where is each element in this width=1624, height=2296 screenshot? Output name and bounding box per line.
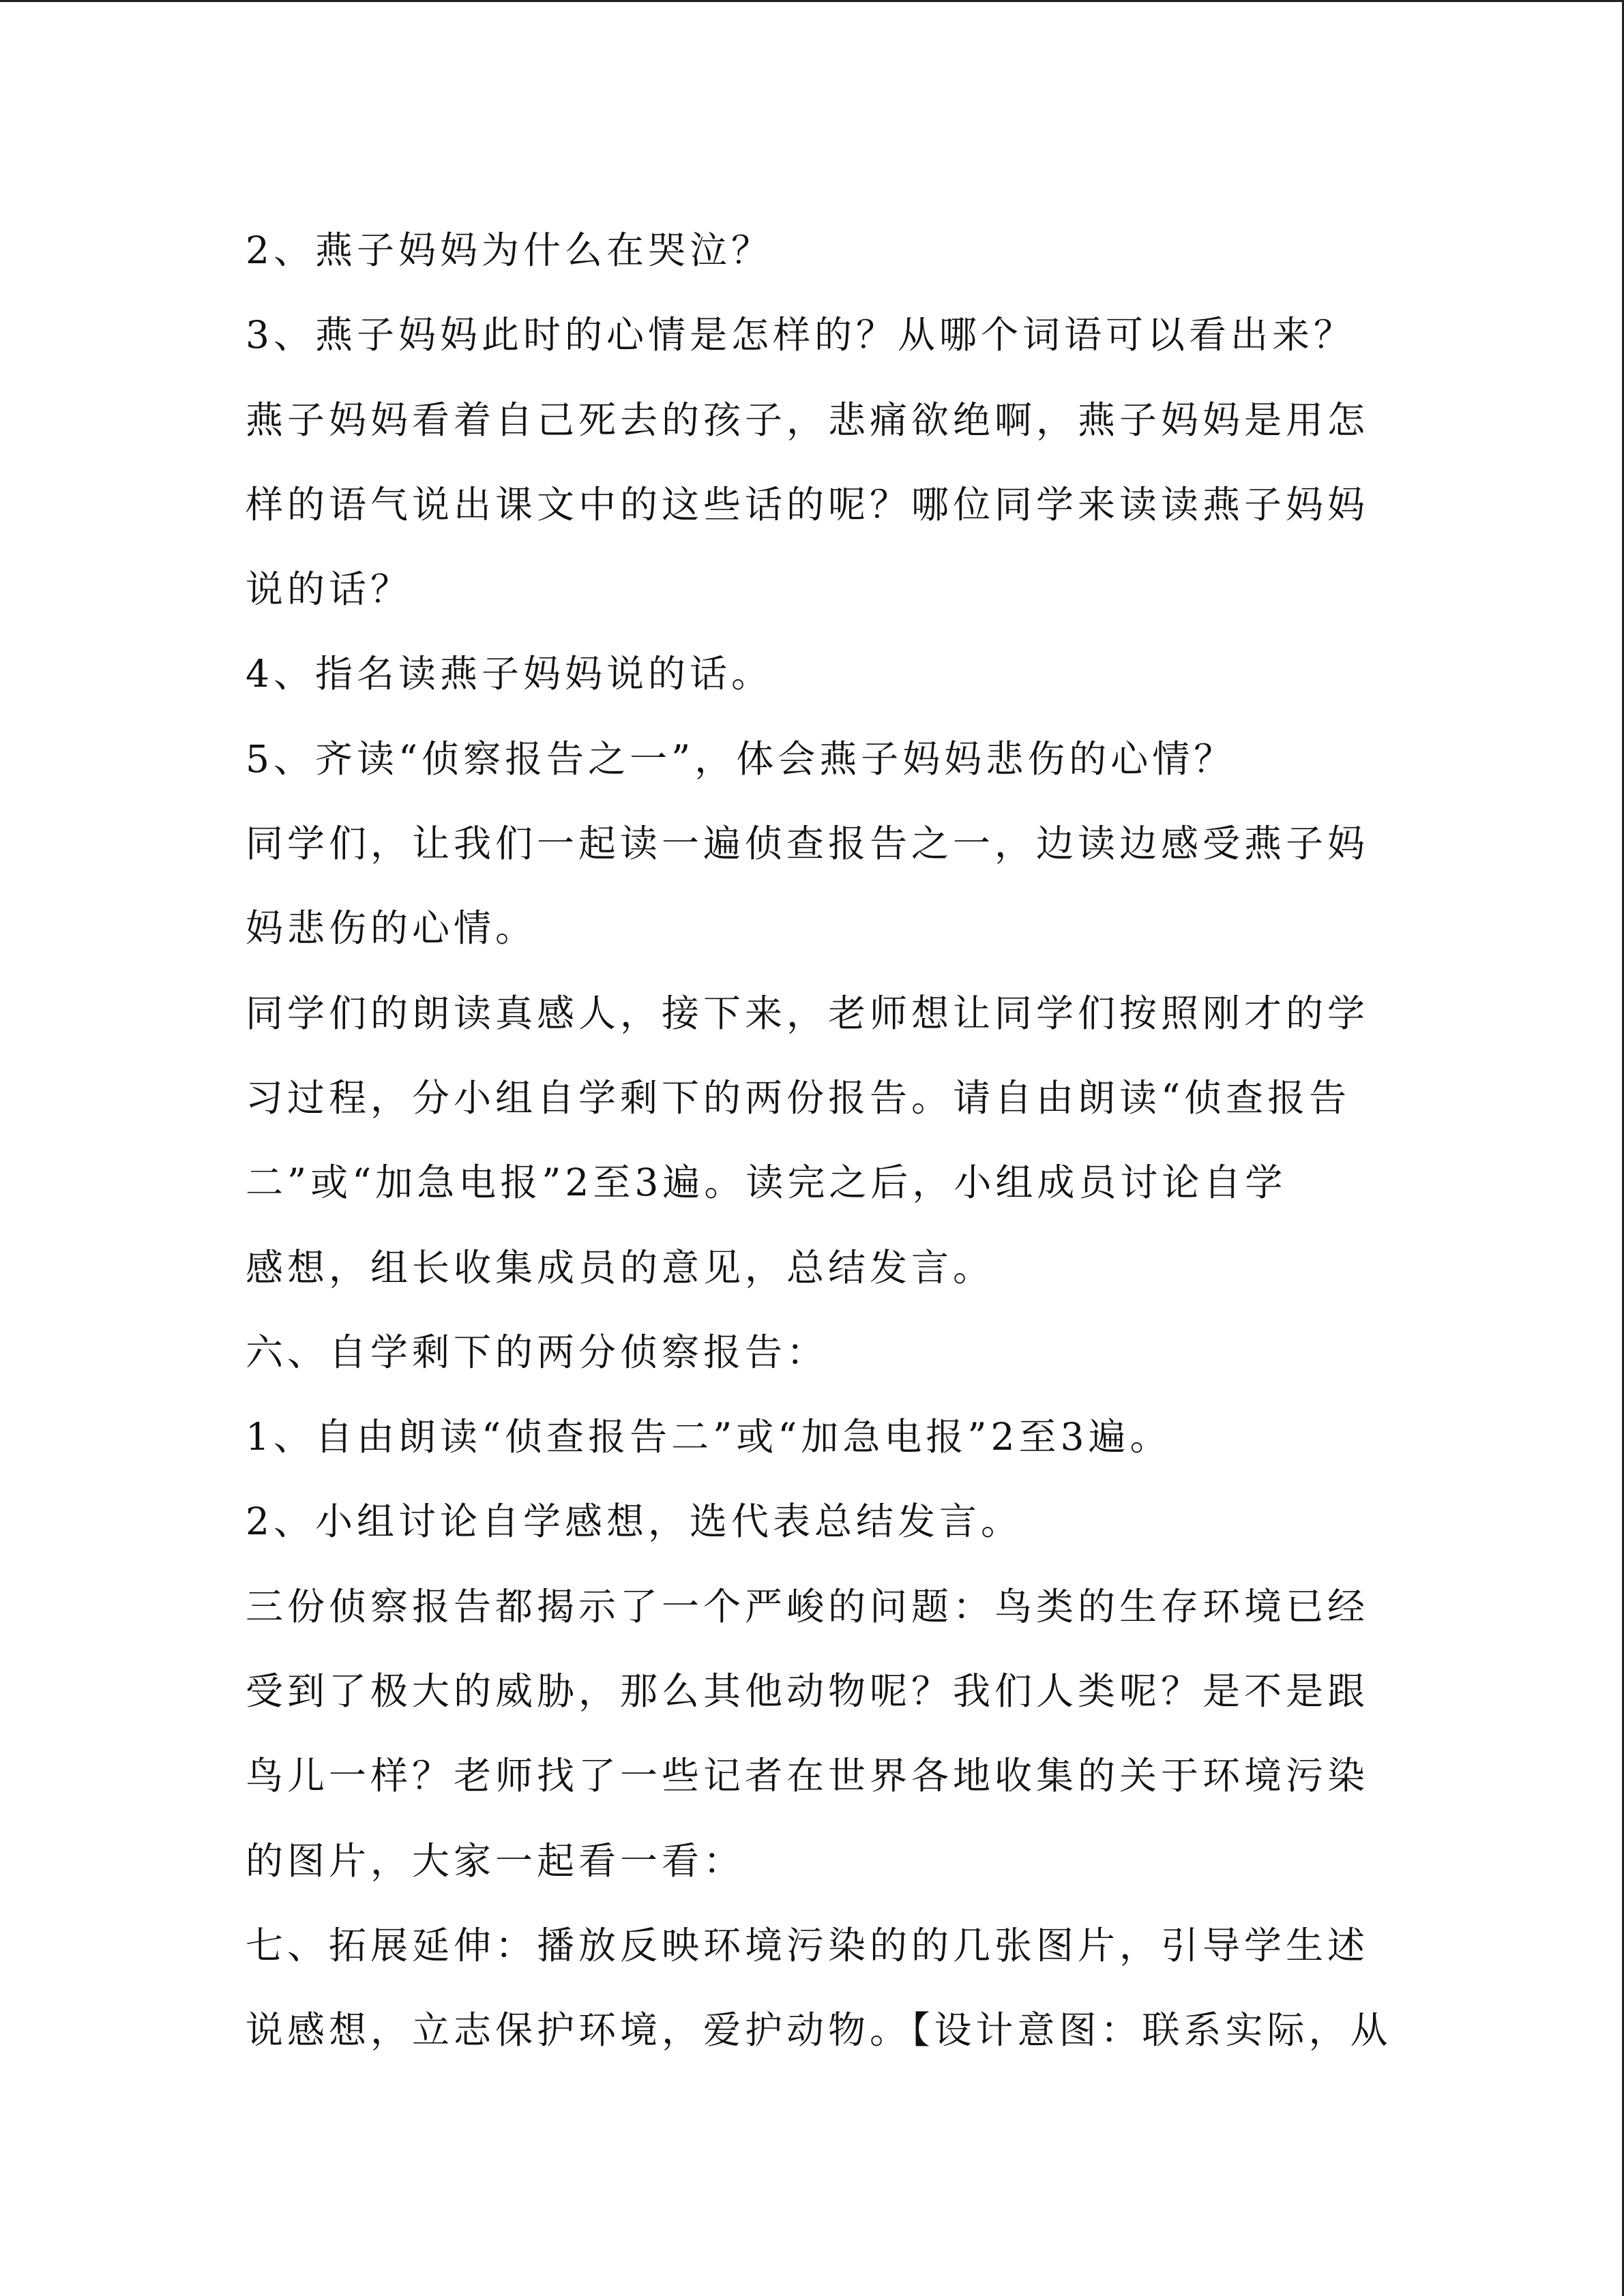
text-line: 感想，组长收集成员的意见，总结发言。 bbox=[246, 1245, 995, 1289]
text-line: 同学们，让我们一起读一遍侦查报告之一，边读边感受燕子妈 bbox=[246, 822, 1370, 866]
text-line: 妈悲伤的心情。 bbox=[246, 906, 537, 951]
text-line: 习过程，分小组自学剩下的两份报告。请自由朗读“侦查报告 bbox=[246, 1075, 1351, 1120]
text-line: 说的话？ bbox=[246, 567, 413, 612]
text-line: 1、自由朗读“侦查报告二”或“加急电报”2至3遍。 bbox=[246, 1415, 1172, 1459]
text-line: 鸟儿一样？老师找了一些记者在世界各地收集的关于环境污染 bbox=[246, 1754, 1370, 1798]
text-line: 3、燕子妈妈此时的心情是怎样的？从哪个词语可以看出来？ bbox=[246, 313, 1355, 357]
text-line: 二”或“加急电报”2至3遍。读完之后，小组成员讨论自学 bbox=[246, 1161, 1287, 1205]
text-line: 2、燕子妈妈为什么在哭泣？ bbox=[246, 228, 773, 272]
text-line: 样的语气说出课文中的这些话的呢？哪位同学来读读燕子妈妈 bbox=[246, 482, 1370, 526]
text-line: 受到了极大的威胁，那么其他动物呢？我们人类呢？是不是跟 bbox=[246, 1669, 1370, 1714]
section-heading: 六、自学剩下的两分侦察报告： bbox=[246, 1330, 829, 1374]
document-body bbox=[246, 208, 1392, 2073]
text-line: 三份侦察报告都揭示了一个严峻的问题：鸟类的生存环境已经 bbox=[246, 1584, 1370, 1628]
text-line: 4、指名读燕子妈妈说的话。 bbox=[246, 652, 773, 696]
text-line: 同学们的朗读真感人，接下来，老师想让同学们按照刚才的学 bbox=[246, 991, 1370, 1035]
text-line: 2、小组讨论自学感想，选代表总结发言。 bbox=[246, 1500, 1022, 1544]
text-line: 的图片，大家一起看一看： bbox=[246, 1838, 745, 1883]
text-line: 说感想，立志保护环境，爱护动物。【设计意图：联系实际，从 bbox=[246, 2008, 1392, 2053]
text-line: 燕子妈妈看着自己死去的孩子，悲痛欲绝啊，燕子妈妈是用怎 bbox=[246, 398, 1370, 442]
text-line: 5、齐读“侦察报告之一”，体会燕子妈妈悲伤的心情？ bbox=[246, 736, 1236, 781]
section-heading: 七、拓展延伸：播放反映环境污染的的几张图片，引导学生述 bbox=[246, 1923, 1370, 1967]
